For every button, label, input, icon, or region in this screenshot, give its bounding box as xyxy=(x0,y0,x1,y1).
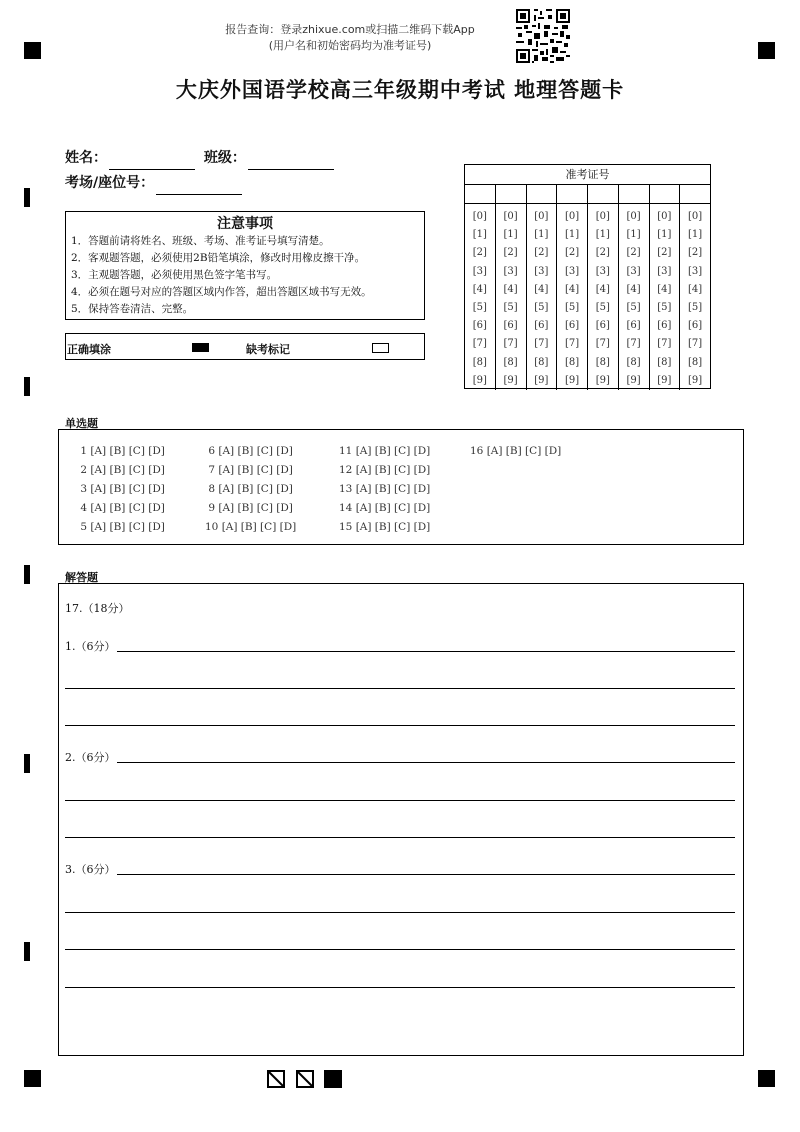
absent-mark-checkbox[interactable] xyxy=(372,343,389,353)
exam-number-write-cell[interactable] xyxy=(465,185,495,204)
exam-number-bubble[interactable]: [7] xyxy=(626,338,641,350)
exam-number-bubble[interactable]: [1] xyxy=(565,229,580,241)
exam-number-bubble[interactable]: [6] xyxy=(534,320,549,332)
fill-example-box xyxy=(65,333,425,360)
exam-number-write-cell[interactable] xyxy=(496,185,526,204)
name-label: 姓名： xyxy=(65,150,107,166)
hatched-mark xyxy=(296,1070,314,1088)
corner-mark-bottom-left xyxy=(24,1070,41,1087)
exam-number-digit-list xyxy=(465,204,495,390)
name-class-row xyxy=(65,146,338,170)
exam-number-digit-list xyxy=(588,204,618,390)
report-info-note: (用户名和初始密码均为准考证号) xyxy=(268,39,432,52)
exam-number-bubble[interactable]: [3] xyxy=(503,265,518,277)
exam-number-bubble[interactable]: [5] xyxy=(565,302,580,314)
question-17-label: 17.（18分） xyxy=(65,602,130,615)
exam-number-bubble[interactable]: [6] xyxy=(503,320,518,332)
exam-number-bubble[interactable]: [1] xyxy=(657,229,672,241)
notes-item: 4．必须在题号对应的答题区域内作答，超出答题区域书写无效。 xyxy=(71,286,372,298)
answer-line[interactable] xyxy=(65,688,735,689)
exam-number-column xyxy=(619,185,650,390)
exam-number-bubble[interactable]: [5] xyxy=(503,302,518,314)
exam-number-bubble[interactable]: [8] xyxy=(688,356,703,368)
exam-number-bubble[interactable]: [9] xyxy=(534,374,549,386)
exam-number-digit-list xyxy=(527,204,557,390)
exam-number-bubble[interactable]: [0] xyxy=(503,211,518,222)
timing-mark xyxy=(24,188,30,207)
exam-number-write-cell[interactable] xyxy=(650,185,680,204)
exam-number-bubble[interactable]: [9] xyxy=(472,374,487,386)
exam-number-column xyxy=(557,185,588,390)
exam-number-bubble[interactable]: [5] xyxy=(657,302,672,314)
report-info xyxy=(200,22,500,54)
exam-number-bubble[interactable]: [6] xyxy=(657,320,672,332)
exam-number-bubble[interactable]: [6] xyxy=(595,320,610,332)
exam-number-bubble[interactable]: [5] xyxy=(534,302,549,314)
answer-line[interactable] xyxy=(117,874,735,875)
exam-number-bubble[interactable]: [9] xyxy=(657,374,672,386)
corner-mark-top-left xyxy=(24,42,41,59)
notes-item: 2．客观题答题，必须使用2B铅笔填涂，修改时用橡皮擦干净。 xyxy=(71,252,366,264)
exam-number-bubble[interactable]: [8] xyxy=(503,356,518,368)
exam-number-bubble[interactable]: [7] xyxy=(472,338,487,350)
exam-number-bubble[interactable]: [3] xyxy=(472,265,487,277)
timing-mark xyxy=(24,377,30,396)
exam-number-bubble[interactable]: [0] xyxy=(472,211,487,222)
exam-number-bubble[interactable]: [0] xyxy=(688,211,703,222)
exam-number-bubble[interactable]: [0] xyxy=(565,211,580,222)
exam-number-bubble[interactable]: [3] xyxy=(565,265,580,277)
timing-mark xyxy=(24,565,30,584)
correct-fill-label: 正确填涂 xyxy=(67,343,111,356)
exam-number-bubble[interactable]: [9] xyxy=(503,374,518,386)
exam-number-bubble[interactable]: [2] xyxy=(472,247,487,259)
answer-line[interactable] xyxy=(65,800,735,801)
corner-mark-bottom-right xyxy=(758,1070,775,1087)
part-3-label: 3.（6分） xyxy=(65,863,116,876)
exam-number-bubble[interactable]: [5] xyxy=(595,302,610,314)
exam-number-bubble[interactable]: [0] xyxy=(626,211,641,222)
choice-question-row[interactable]: 8 [A] [B] [C] [D] xyxy=(205,483,293,495)
exam-number-bubble[interactable]: [2] xyxy=(595,247,610,259)
exam-number-grid xyxy=(464,164,711,389)
seat-row xyxy=(65,171,246,195)
answer-line[interactable] xyxy=(65,949,735,950)
exam-number-bubble[interactable]: [9] xyxy=(626,374,641,386)
timing-mark xyxy=(24,754,30,773)
qr-code-icon[interactable] xyxy=(516,9,570,63)
exam-number-bubble[interactable]: [3] xyxy=(657,265,672,277)
exam-number-bubble[interactable]: [7] xyxy=(565,338,580,350)
exam-number-bubble[interactable]: [1] xyxy=(472,229,487,241)
exam-number-bubble[interactable]: [7] xyxy=(534,338,549,350)
choice-question-row[interactable]: 11 [A] [B] [C] [D] xyxy=(339,445,431,457)
exam-number-bubble[interactable]: [2] xyxy=(626,247,641,259)
exam-number-bubble[interactable]: [9] xyxy=(565,374,580,386)
exam-number-write-cell[interactable] xyxy=(527,185,557,204)
exam-number-write-cell[interactable] xyxy=(588,185,618,204)
answer-line[interactable] xyxy=(65,725,735,726)
exam-number-column xyxy=(650,185,681,390)
exam-number-bubble[interactable]: [3] xyxy=(595,265,610,277)
exam-number-bubble[interactable]: [2] xyxy=(657,247,672,259)
exam-number-bubble[interactable]: [7] xyxy=(595,338,610,350)
exam-number-bubble[interactable]: [1] xyxy=(595,229,610,241)
choice-question-row[interactable]: 12 [A] [B] [C] [D] xyxy=(339,464,431,476)
answer-line[interactable] xyxy=(117,762,735,763)
part-1-label: 1.（6分） xyxy=(65,640,116,653)
exam-number-bubble[interactable]: [8] xyxy=(534,356,549,368)
exam-number-bubble[interactable]: [1] xyxy=(503,229,518,241)
choice-column xyxy=(205,442,296,537)
hatched-mark xyxy=(267,1070,285,1088)
page-title: 大庆外国语学校高三年级期中考试 地理答题卡 xyxy=(175,77,625,102)
choice-question-row[interactable]: 6 [A] [B] [C] [D] xyxy=(205,445,293,457)
exam-number-bubble[interactable]: [8] xyxy=(565,356,580,368)
exam-number-column xyxy=(496,185,527,390)
name-field[interactable] xyxy=(109,151,195,170)
absent-mark-label: 缺考标记 xyxy=(246,343,290,356)
answer-line[interactable] xyxy=(117,651,735,652)
solid-mark xyxy=(324,1070,342,1088)
exam-number-bubble[interactable]: [6] xyxy=(626,320,641,332)
exam-number-bubble[interactable]: [1] xyxy=(688,229,703,241)
exam-number-bubble[interactable]: [5] xyxy=(472,302,487,314)
exam-number-digit-list xyxy=(557,204,587,390)
choice-question-row[interactable]: 14 [A] [B] [C] [D] xyxy=(339,502,431,514)
exam-number-bubble[interactable]: [4] xyxy=(534,283,549,295)
exam-number-bubble[interactable]: [4] xyxy=(657,283,672,295)
exam-number-digit-list xyxy=(680,204,710,390)
exam-number-digit-list xyxy=(650,204,680,390)
notes-list xyxy=(66,233,424,318)
choice-question-row[interactable]: 5 [A] [B] [C] [D] xyxy=(77,521,165,533)
exam-number-bubble[interactable]: [7] xyxy=(657,338,672,350)
exam-number-bubble[interactable]: [9] xyxy=(688,374,703,386)
exam-number-bubble[interactable]: [6] xyxy=(472,320,487,332)
exam-number-title: 准考证号 xyxy=(465,165,710,185)
exam-number-bubble[interactable]: [5] xyxy=(688,302,703,314)
choice-question-row[interactable]: 3 [A] [B] [C] [D] xyxy=(77,483,165,495)
seat-label: 考场/座位号： xyxy=(65,175,155,191)
exam-number-bubble[interactable]: [2] xyxy=(688,247,703,259)
exam-number-write-cell[interactable] xyxy=(619,185,649,204)
class-field[interactable] xyxy=(248,151,334,170)
exam-number-bubble[interactable]: [0] xyxy=(657,211,672,222)
choice-question-row[interactable]: 7 [A] [B] [C] [D] xyxy=(205,464,293,476)
exam-number-bubble[interactable]: [6] xyxy=(565,320,580,332)
choice-question-row[interactable]: 2 [A] [B] [C] [D] xyxy=(77,464,165,476)
exam-number-write-cell[interactable] xyxy=(680,185,710,204)
exam-number-bubble[interactable]: [2] xyxy=(503,247,518,259)
answer-line[interactable] xyxy=(65,837,735,838)
exam-number-bubble[interactable]: [2] xyxy=(534,247,549,259)
exam-number-bubble[interactable]: [1] xyxy=(534,229,549,241)
choice-question-row[interactable]: 13 [A] [B] [C] [D] xyxy=(339,483,431,495)
answer-line[interactable] xyxy=(65,987,735,988)
exam-number-bubble[interactable]: [3] xyxy=(626,265,641,277)
exam-number-column xyxy=(465,185,496,390)
choice-question-row[interactable]: 4 [A] [B] [C] [D] xyxy=(77,502,165,514)
timing-mark xyxy=(24,942,30,961)
choice-column xyxy=(77,442,165,537)
exam-number-bubble[interactable]: [4] xyxy=(688,283,703,295)
report-info-line: 报告查询：登录zhixue.com或扫描二维码下载App xyxy=(225,23,475,36)
exam-number-bubble[interactable]: [8] xyxy=(626,356,641,368)
notes-item: 3．主观题答题，必须使用黑色签字笔书写。 xyxy=(71,269,278,281)
exam-number-bubble[interactable]: [5] xyxy=(626,302,641,314)
exam-number-bubble[interactable]: [0] xyxy=(595,211,610,222)
corner-mark-top-right xyxy=(758,42,775,59)
exam-number-bubble[interactable]: [4] xyxy=(472,283,487,295)
exam-number-bubble[interactable]: [9] xyxy=(595,374,610,386)
exam-number-bubble[interactable]: [6] xyxy=(688,320,703,332)
choice-question-row[interactable]: 10 [A] [B] [C] [D] xyxy=(205,521,297,533)
class-label: 班级： xyxy=(203,150,246,166)
choice-question-row[interactable]: 16 [A] [B] [C] [D] xyxy=(470,445,562,457)
exam-number-bubble[interactable]: [8] xyxy=(595,356,610,368)
exam-number-bubble[interactable]: [0] xyxy=(534,211,549,222)
choice-section-label: 单选题 xyxy=(65,417,98,430)
notes-box xyxy=(65,211,425,320)
exam-number-digit-list xyxy=(496,204,526,390)
exam-number-write-cell[interactable] xyxy=(557,185,587,204)
exam-number-digit-list xyxy=(619,204,649,390)
answer-box xyxy=(58,583,744,1056)
exam-number-bubble[interactable]: [1] xyxy=(626,229,641,241)
exam-number-bubble[interactable]: [8] xyxy=(657,356,672,368)
choice-answer-box xyxy=(58,429,744,545)
exam-number-bubble[interactable]: [3] xyxy=(534,265,549,277)
exam-number-column xyxy=(680,185,710,390)
choice-column xyxy=(339,442,430,537)
exam-number-bubble[interactable]: [2] xyxy=(565,247,580,259)
exam-number-bubble[interactable]: [4] xyxy=(503,283,518,295)
answer-line[interactable] xyxy=(65,912,735,913)
choice-question-row[interactable]: 15 [A] [B] [C] [D] xyxy=(339,521,431,533)
part-2-label: 2.（6分） xyxy=(65,751,116,764)
notes-title: 注意事项 xyxy=(217,216,273,232)
choice-question-row[interactable]: 1 [A] [B] [C] [D] xyxy=(77,445,165,457)
seat-field[interactable] xyxy=(156,176,242,195)
exam-number-bubble[interactable]: [4] xyxy=(626,283,641,295)
exam-number-bubble[interactable]: [4] xyxy=(595,283,610,295)
exam-number-bubble[interactable]: [8] xyxy=(472,356,487,368)
exam-number-bubble[interactable]: [7] xyxy=(503,338,518,350)
exam-number-bubble[interactable]: [3] xyxy=(688,265,703,277)
choice-column xyxy=(470,442,561,461)
exam-number-columns xyxy=(465,185,710,390)
exam-number-column xyxy=(588,185,619,390)
correct-fill-sample xyxy=(192,343,209,352)
exam-number-column xyxy=(527,185,558,390)
choice-question-row[interactable]: 9 [A] [B] [C] [D] xyxy=(205,502,293,514)
exam-number-bubble[interactable]: [4] xyxy=(565,283,580,295)
notes-item: 1．答题前请将姓名、班级、考场、准考证号填写清楚。 xyxy=(71,235,330,247)
exam-number-bubble[interactable]: [7] xyxy=(688,338,703,350)
answer-section-label: 解答题 xyxy=(65,571,98,584)
notes-item: 5．保持答卷清洁、完整。 xyxy=(71,303,194,315)
